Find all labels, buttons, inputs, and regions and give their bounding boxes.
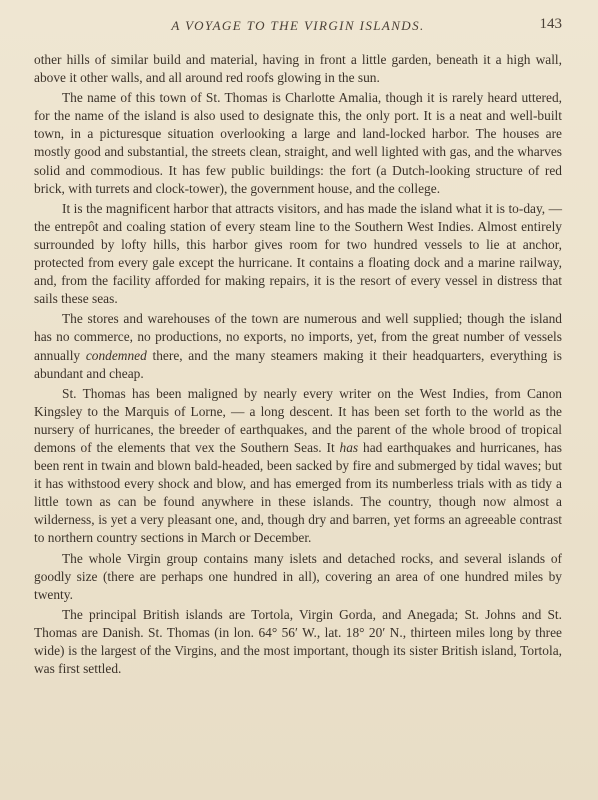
paragraph-4-text-a: The stores and warehouses of the town are numerous and well supplied; though the island has no commerce, no productions, no exports, no imports, yet, from the great number of vessels annually [34,311,562,363]
paragraph-5 [34,385,562,548]
paragraph-5-text-a: St. Thomas has been maligned by nearly every writer on the West Indies, from Canon Kingsley to the Marquis of Lorne, — a long descent. It has been set forth to the world as the nursery of hurricanes, the breeder of earthquakes, and the parent of the whole brood of tropical demons of the elements that vex the Southern Seas. It [34,385,562,455]
running-title: A VOYAGE TO THE VIRGIN ISLANDS. [171,18,425,33]
page-number: 143 [539,16,562,32]
paragraph-4-emphasis: condemned [85,347,147,363]
paragraph-2: The name of this town of St. Thomas is Charlotte Amalia, though it is rarely heard uttered, for the name of the island is also used to designate this, the only port. It is a neat and well-built town, in a picturesque situation overlooking a large and land-locked harbor. The houses are mostly good and substantial, the streets clean, straight, and well lighted with gas, and the wharves solid and commodious. It has few public buildings: the fort (a Dutch-looking structure of red brick, with turrets and clock-tower), the government house, and the college. [34,90,562,196]
paragraph-5-emphasis: has [339,439,359,455]
paragraph-4 [34,310,562,382]
body-text [34,51,562,680]
paragraph-4-text-b: there, and the many steamers making it their headquarters, everything is abundant and cheap. [34,347,562,381]
page-header [34,18,562,40]
paragraph-3: It is the magnificent harbor that attracts visitors, and has made the island what it is to-day, — the entrepôt and coaling station of every steam line to the Southern West Indies. Almost entirely surrounded by lofty hills, this harbor gives room for two hundred vessels to lie at anchor, protected from every gale except the hurricane. It contains a floating dock and a marine railway, and, from the facility afforded for making repairs, it is the resort of every vessel in distress that sails these seas. [34,200,562,307]
paragraph-5-text-b: had earthquakes and hurricanes, has been rent in twain and blown bald-headed, been sacked by fire and submerged by tidal waves; but it has withstood every shock and blow, and has emerged from its numberless trials with as tidy a little town as can be found anywhere in these islands. The country, though now almost a wilderness, is yet a very pleasant one, and, though dry and barren, yet forms an agreeable contrast to northern country sections in March or December. [34,439,562,546]
paragraph-7: The principal British islands are Tortola, Virgin Gorda, and Anegada; St. Johns and St. Thomas are Danish. St. Thomas (in lon. 64° 56′ W., lat. 18° 20′ N., thirteen miles long by three wide) is the largest of the Virgins, and the most important, though its sister British island, Tortola, was first settled. [34,606,562,677]
paragraph-1: other hills of similar build and material, having in front a little garden, beneath it a high wall, above it other walls, and all around red roofs glowing in the sun. [34,52,562,86]
paragraph-6: The whole Virgin group contains many islets and detached rocks, and several islands of goodly size (there are perhaps one hundred in all), covering an area of one hundred miles by twenty. [34,550,562,602]
